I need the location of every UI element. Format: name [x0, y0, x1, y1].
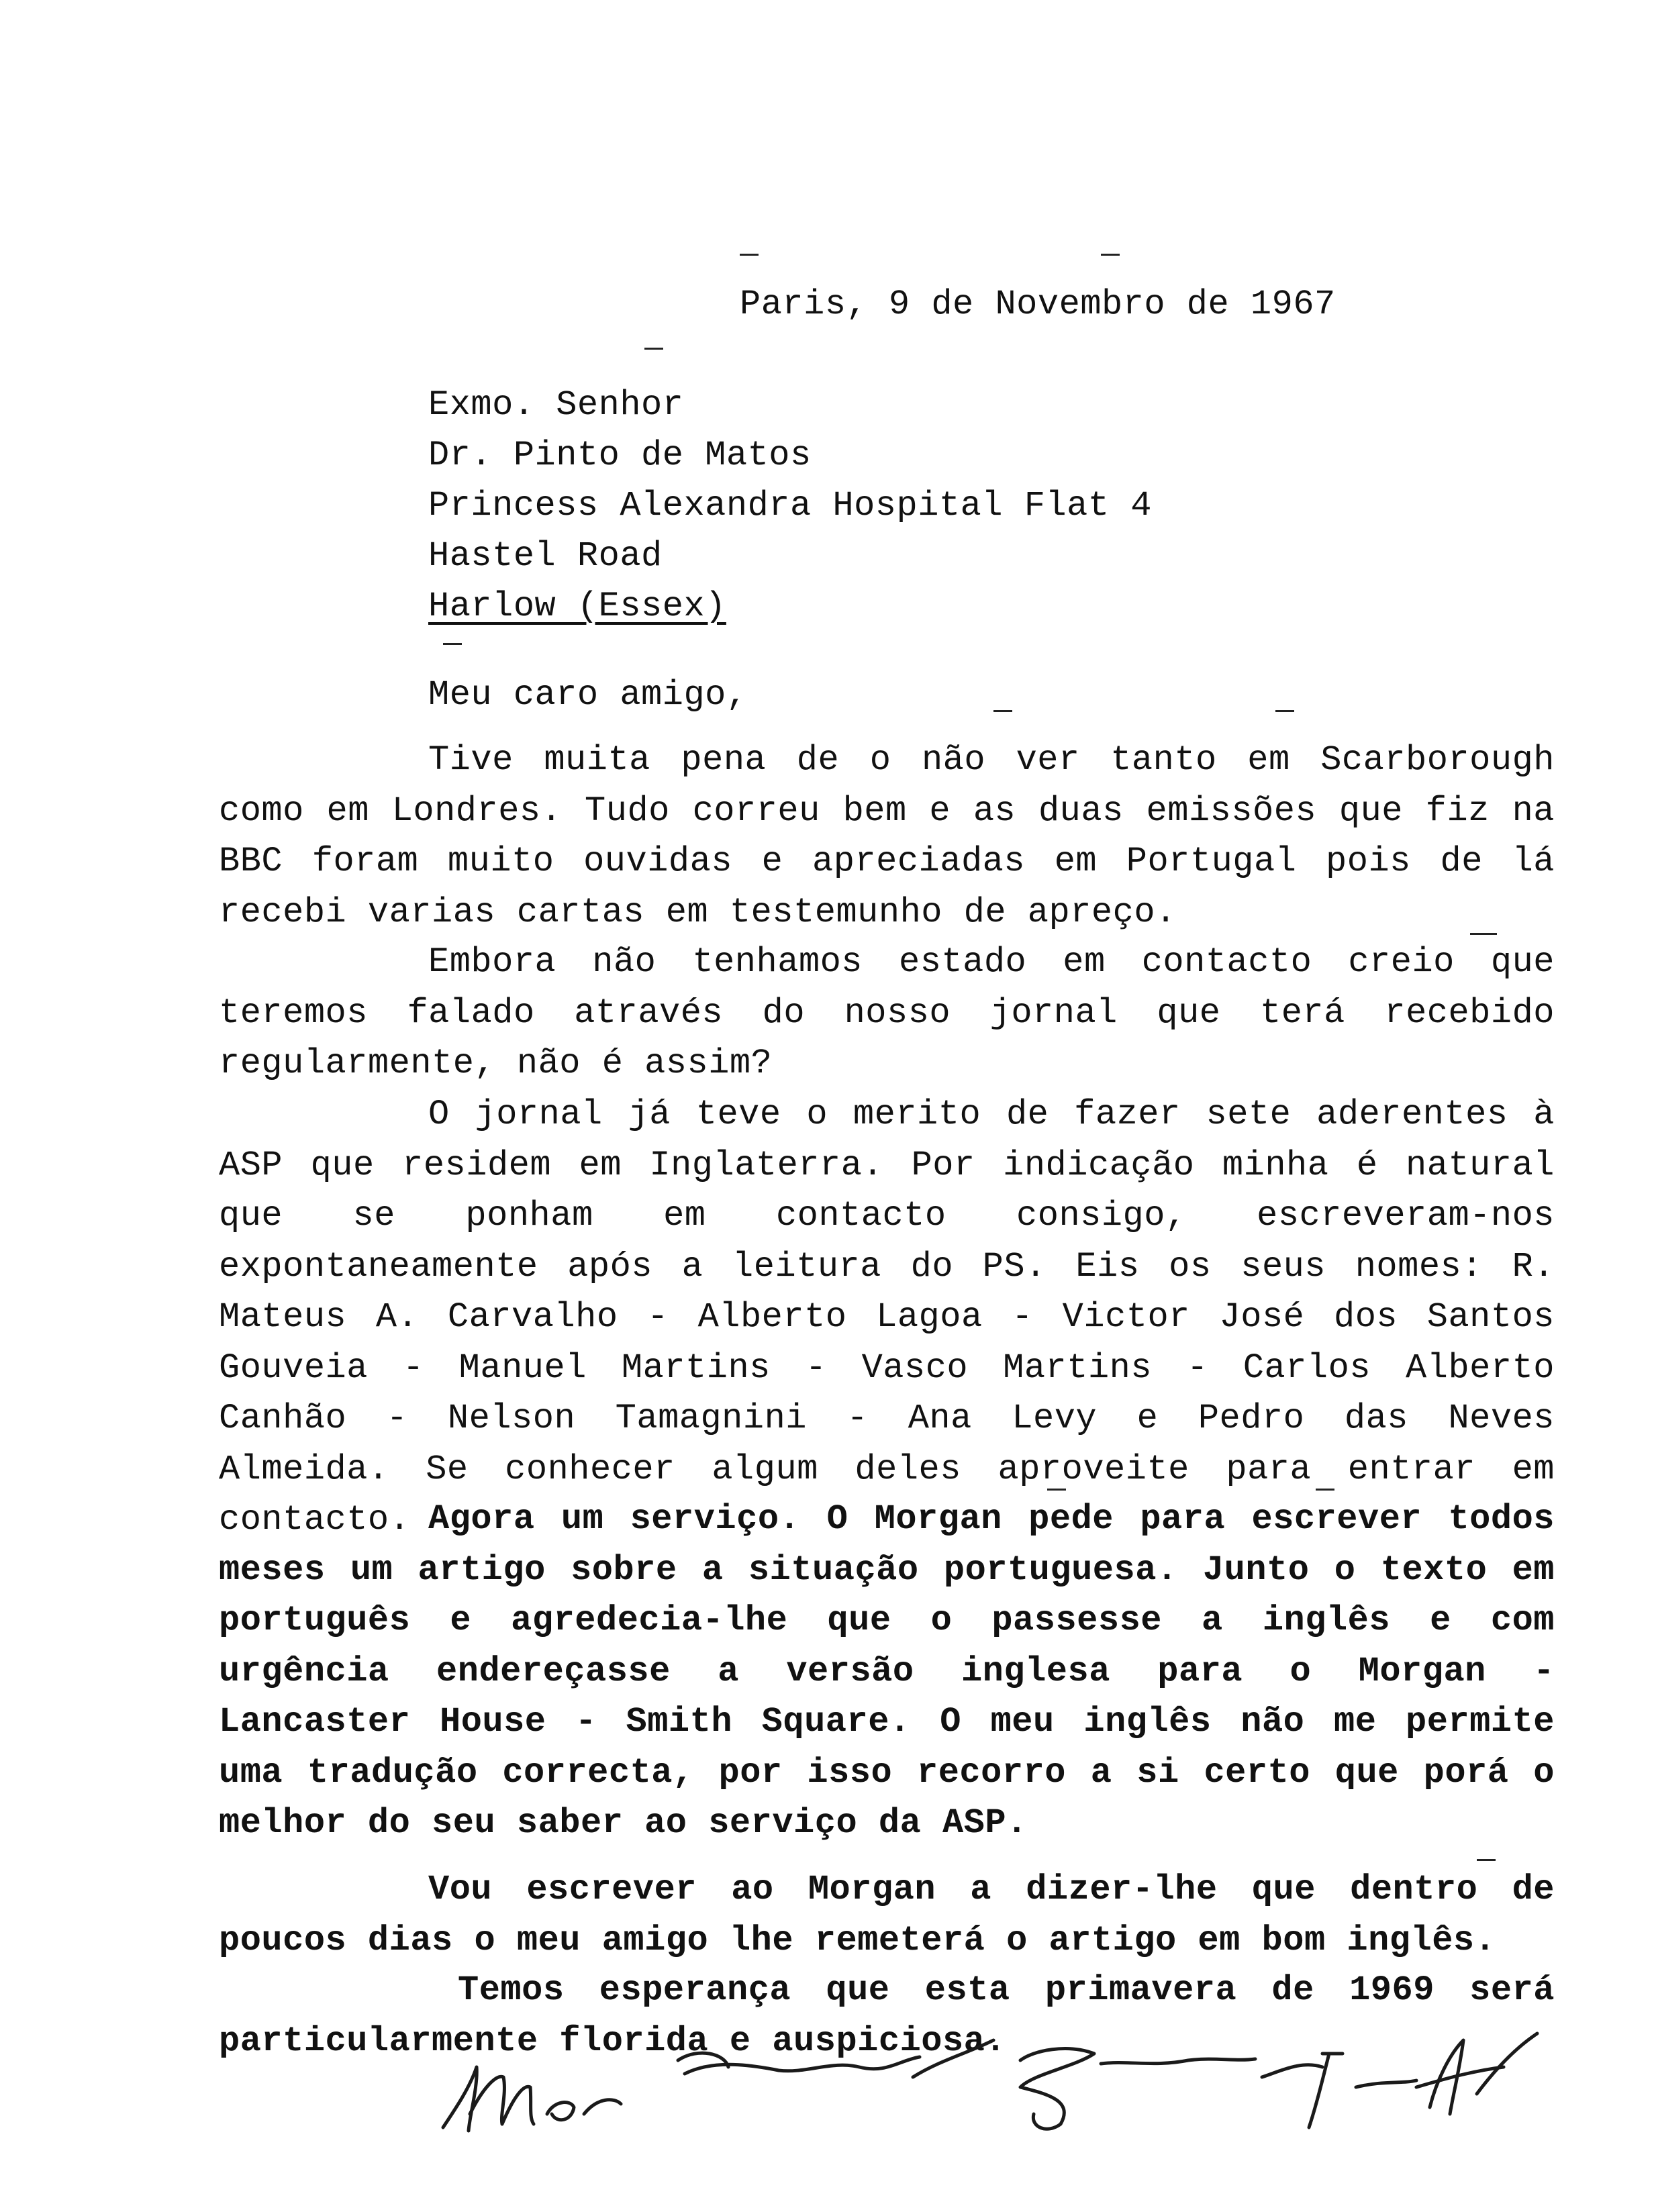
paragraph-4: Agora um serviço. O Morgan pede para escrever todos meses um artigo sobre a situação portuguesa. Junto o texto em português e agredecia-lhe que o passesse a inglês e com urgência endereçasse a versão inglesa para o Morgan - Lancaster House - Smith Square. O meu inglês não me permite uma tradução correcta, por isso recorro a si certo que porá o melhor do seu saber ao serviço da ASP. — [219, 1499, 1555, 1843]
dateline: Paris, 9 de Novembro de 1967 — [740, 285, 1336, 324]
handwritten-signature — [430, 2013, 1557, 2148]
recipient-address-road: Hastel Road — [428, 536, 663, 576]
stray-mark — [1470, 933, 1497, 935]
recipient-name: Dr. Pinto de Matos — [428, 436, 812, 475]
salutation: Meu caro amigo, — [428, 675, 748, 715]
stray-mark — [1275, 710, 1294, 712]
recipient-title: Exmo. Senhor — [428, 385, 684, 425]
stray-mark — [1101, 254, 1120, 256]
paragraph-5: Vou escrever ao Morgan a dizer-lhe que dentro de poucos dias o meu amigo lhe remeterá o artigo em bom inglês. — [219, 1870, 1555, 1960]
stray-mark — [443, 643, 462, 645]
stray-mark — [1477, 1859, 1496, 1861]
paragraph-3: O jornal já teve o merito de fazer sete aderentes à ASP que residem em Inglaterra. Por indicação minha é natural que se ponham em contacto consigo, escreveram-nos expontaneamente após a leitura do PS. Eis os seus nomes: R. Mateus A. Carvalho - Alberto Lagoa - Victor José dos Santos Gouveia - Manuel Martins - Vasco Martins - Carlos Alberto Canhão - Nelson Tamagnini - Ana Levy e Pedro das Neves Almeida. Se conhecer algum deles aproveite para entrar em contacto. — [219, 1095, 1555, 1540]
stray-mark — [740, 254, 759, 256]
paragraph-6: Temos esperança que esta primavera de 1969 será particularmente florida e auspiciosa. — [219, 1970, 1555, 2061]
recipient-address-hospital: Princess Alexandra Hospital Flat 4 — [428, 486, 1152, 525]
recipient-address-city: Harlow (Essex) — [428, 587, 726, 626]
stray-mark — [644, 348, 663, 350]
stray-mark — [1047, 1489, 1066, 1491]
stray-mark — [1316, 1489, 1334, 1491]
paragraph-1: Tive muita pena de o não ver tanto em Scarborough como em Londres. Tudo correu bem e as duas emissões que fiz na BBC foram muito ouvidas e apreciadas em Portugal pois de lá recebi varias cartas em testemunho de apreço. — [219, 740, 1555, 932]
stray-mark — [993, 710, 1012, 712]
paragraph-2: Embora não tenhamos estado em contacto creio que teremos falado através do nosso jornal que terá recebido regularmente, não é assim? — [219, 942, 1555, 1083]
